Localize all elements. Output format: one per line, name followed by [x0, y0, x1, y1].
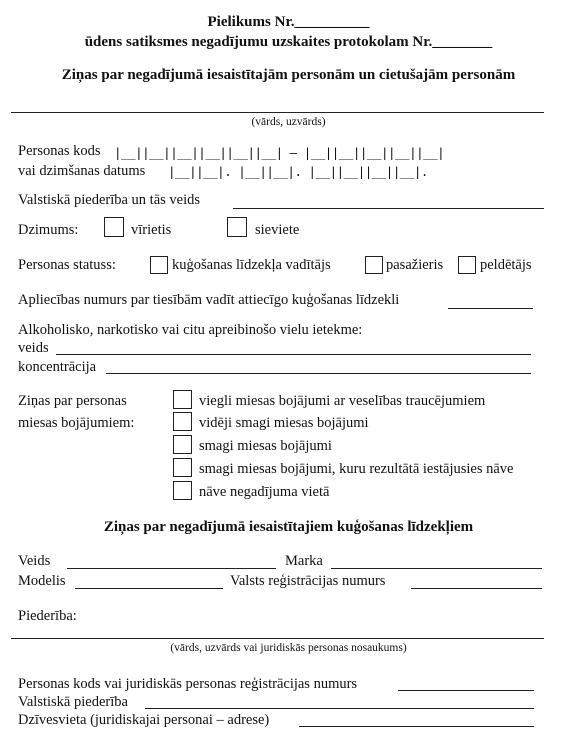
name-field[interactable] [11, 112, 544, 113]
gender-female-label: sieviete [255, 222, 300, 238]
license-label: Apliecības numurs par tiesībām vadīt attiecīgo kuģošanas līdzekli [18, 292, 400, 308]
status-label: Personas statuss: [18, 257, 116, 273]
vessel-brand-label: Marka [285, 553, 323, 569]
appendix-title: Pielikums Nr.__________ [207, 14, 370, 30]
injury-severe-label: smagi miesas bojājumi [199, 438, 332, 454]
injury-moderate-label: vidēji smagi miesas bojājumi [199, 415, 369, 431]
owner-name-field[interactable] [11, 638, 544, 639]
owner-residence-field[interactable] [299, 726, 534, 727]
gender-label: Dzimums: [18, 222, 79, 238]
name-caption: (vārds, uzvārds) [251, 116, 326, 128]
status-swimmer-checkbox[interactable] [458, 256, 476, 274]
personal-code-field[interactable]: |__||__||__||__||__||__| – |__||__||__||__||__| [114, 145, 445, 160]
status-driver-checkbox[interactable] [150, 256, 168, 274]
injuries-label-line1: Ziņas par personas [18, 393, 127, 409]
injury-severe-checkbox[interactable] [173, 435, 192, 454]
vessel-registration-label: Valsts reģistrācijas numurs [230, 573, 386, 589]
gender-male-checkbox[interactable] [104, 217, 124, 237]
intox-type-field[interactable] [56, 354, 531, 355]
vessel-model-label: Modelis [18, 573, 66, 589]
injuries-label-line2: miesas bojājumiem: [18, 415, 135, 431]
status-passenger-checkbox[interactable] [365, 256, 383, 274]
personal-code-label: Personas kods [18, 143, 101, 159]
owner-code-field[interactable] [398, 690, 534, 691]
owner-citizenship-label: Valstiskā piederība [18, 694, 128, 710]
injury-death-scene-checkbox[interactable] [173, 481, 192, 500]
section-vessels-title: Ziņas par negadījumā iesaistītajiem kuģošanas līdzekļiem [103, 519, 474, 535]
birth-date-field[interactable]: |__||__|. |__||__|. |__||__||__||__|. [168, 164, 428, 179]
protocol-subtitle: ūdens satiksmes negadījumu uzskaites protokolam Nr.________ [84, 34, 493, 50]
vessel-type-field[interactable] [67, 568, 276, 569]
citizenship-label: Valstiskā piederība un tās veids [18, 192, 201, 208]
vessel-registration-field[interactable] [411, 588, 542, 589]
intox-type-label: veids [18, 340, 49, 356]
gender-female-checkbox[interactable] [227, 217, 247, 237]
owner-code-label: Personas kods vai juridiskās personas reģistrācijas numurs [18, 676, 358, 692]
ownership-label: Piederība: [18, 608, 77, 624]
birth-date-label: vai dzimšanas datums [18, 163, 146, 179]
owner-caption: (vārds, uzvārds vai juridiskās personas nosaukums) [170, 642, 407, 654]
status-swimmer-label: peldētājs [480, 257, 532, 273]
owner-residence-label: Dzīvesvieta (juridiskajai personai – adrese) [18, 712, 270, 728]
injury-moderate-checkbox[interactable] [173, 412, 192, 431]
status-passenger-label: pasažieris [386, 257, 444, 273]
license-field[interactable] [448, 308, 533, 309]
citizenship-field[interactable] [233, 208, 544, 209]
injury-fatal-later-label: smagi miesas bojājumi, kuru rezultātā iestājusies nāve [199, 461, 514, 477]
injury-minor-label: viegli miesas bojājumi ar veselības traucējumiem [199, 393, 486, 409]
vessel-model-field[interactable] [75, 588, 223, 589]
status-driver-label: kuģošanas līdzekļa vadītājs [172, 257, 331, 273]
intox-concentration-label: koncentrācija [18, 359, 97, 375]
injury-minor-checkbox[interactable] [173, 390, 192, 409]
vessel-brand-field[interactable] [331, 568, 542, 569]
intoxication-label: Alkoholisko, narkotisko vai citu apreibinošo vielu ietekme: [18, 322, 363, 338]
vessel-type-label: Veids [18, 553, 51, 569]
gender-male-label: vīrietis [131, 222, 172, 238]
owner-citizenship-field[interactable] [145, 708, 534, 709]
injury-fatal-later-checkbox[interactable] [173, 458, 192, 477]
injury-death-scene-label: nāve negadījuma vietā [199, 484, 330, 500]
intox-concentration-field[interactable] [106, 373, 531, 374]
section-persons-title: Ziņas par negadījumā iesaistītajām personām un cietušajām personām [61, 67, 516, 83]
